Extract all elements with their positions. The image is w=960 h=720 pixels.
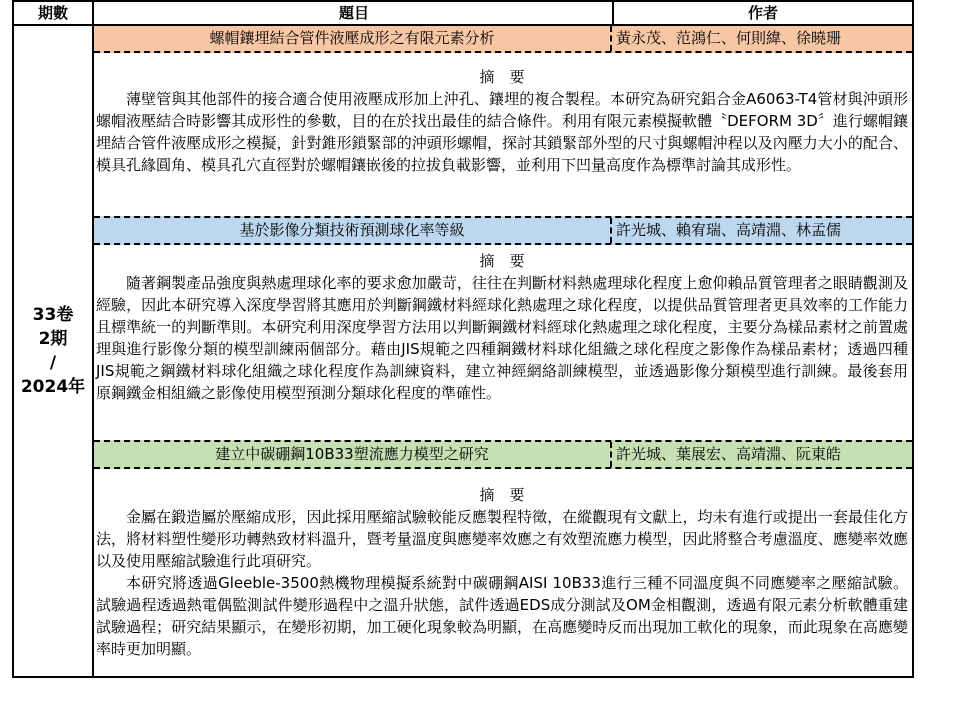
issue-number: 2期	[38, 329, 68, 349]
title-author-separator	[610, 442, 612, 467]
article-1-abstract	[96, 66, 908, 176]
article-2	[94, 216, 912, 440]
article-1	[94, 26, 912, 216]
title-author-separator	[610, 26, 612, 51]
abstract-paragraph: 本研究將透過Gleeble-3500熱機物理模擬系統對中碳硼鋼AISI 10B33進行三種不同溫度與不同應變率之壓縮試驗。試驗過程透過熱電偶監測試件變形過程中之溫升狀態，試件透過EDS成分測試及OM金相觀測，透過有限元素分析軟體重建試驗過程；研究結果顯示，在變形初期，加工硬化現象較為明顯，在高應變時反而出現加工軟化的現象，而此現象在高應變率時更加明顯。	[96, 574, 908, 658]
abstract-paragraph: 薄壁管與其他部件的接合適合使用液壓成形加上沖孔、鑲埋的複合製程。本研究為研究鋁合金A6063-T4管材與沖頭形螺帽液壓結合時影響其成形性的參數，目的在於找出最佳的結合條件。利用有限元素模擬軟體〝DEFORM 3D〞進行螺帽鑲埋結合管件液壓成形之模擬，針對錐形鎖緊部的沖頭形螺帽，探討其鎖緊部外型的尺寸與螺帽沖程以及內壓力大小的配合、模具孔緣圓角、模具孔穴直徑對於螺帽鑲嵌後的拉拔負載影響，並利用下凹量高度作為標準討論其成形性。	[96, 90, 908, 174]
articles-table	[12, 0, 914, 678]
article-2-title-bar	[94, 216, 912, 245]
abstract-paragraph: 隨著鋼製產品強度與熱處理球化率的要求愈加嚴苛，往往在判斷材料熱處理球化程度上愈仰賴品質管理者之眼睛觀測及經驗，因此本研究導入深度學習將其應用於判斷鋼鐵材料經球化熱處理之球化程度，以提供品質管理者更具效率的工作能力且標準統一的判斷準則。本研究利用深度學習方法用以判斷鋼鐵材料經球化熱處理之球化程度，主要分為樣品素材之前置處理與進行影像分類的模型訓練兩個部分。藉由JIS規範之四種鋼鐵材料球化組織之球化程度之影像作為樣品素材；透過四種JIS規範之鋼鐵材料球化組織之球化程度作為訓練資料，建立神經網絡訓練模型，並透過影像分類模型進行訓練。最後套用原鋼鐵金相組織之影像使用模型預測分類球化程度的準確性。	[96, 274, 908, 402]
article-2-abstract	[96, 250, 908, 404]
header-author: 作者	[747, 4, 778, 22]
abstract-paragraph: 金屬在鍛造屬於壓縮成形，因此採用壓縮試驗較能反應製程特徵，在縱觀現有文獻上，均未有進行或提出一套最佳化方法，將材料塑性變形功轉熱致材料溫升，暨考量溫度與應變率效應之有效塑流應力模型，因此將整合考慮溫度、應變率效應以及使用壓縮試驗進行此項研究。	[96, 508, 908, 570]
article-3-abstract	[96, 484, 908, 660]
article-authors: 許光城、葉展宏、高靖淵、阮東皓	[616, 445, 842, 463]
issue-year: 2024年	[20, 377, 86, 397]
article-title: 螺帽鑲埋結合管件液壓成形之有限元素分析	[209, 29, 495, 47]
article-authors: 許光城、賴宥瑞、高靖淵、林孟儒	[616, 221, 842, 239]
article-3-title-bar	[94, 440, 912, 469]
article-3	[94, 440, 912, 676]
table-header	[14, 2, 912, 26]
article-authors: 黃永茂、范鴻仁、何則緯、徐曉珊	[616, 29, 842, 47]
abstract-heading: 摘 要	[479, 486, 525, 504]
issue-label	[21, 303, 85, 399]
title-author-separator	[610, 218, 612, 243]
article-title: 建立中碳硼鋼10B33塑流應力模型之研究	[215, 445, 489, 463]
header-divider	[612, 2, 614, 26]
article-title: 基於影像分類技術預測球化率等級	[239, 221, 465, 239]
article-1-title-bar	[94, 26, 912, 53]
issue-volume: 33卷	[32, 305, 74, 325]
issue-cell	[14, 26, 92, 676]
abstract-heading: 摘 要	[479, 252, 525, 270]
abstract-heading: 摘 要	[479, 68, 525, 86]
header-issue: 期數	[37, 4, 68, 22]
issue-slash: /	[49, 353, 57, 373]
header-title: 題目	[338, 4, 369, 22]
